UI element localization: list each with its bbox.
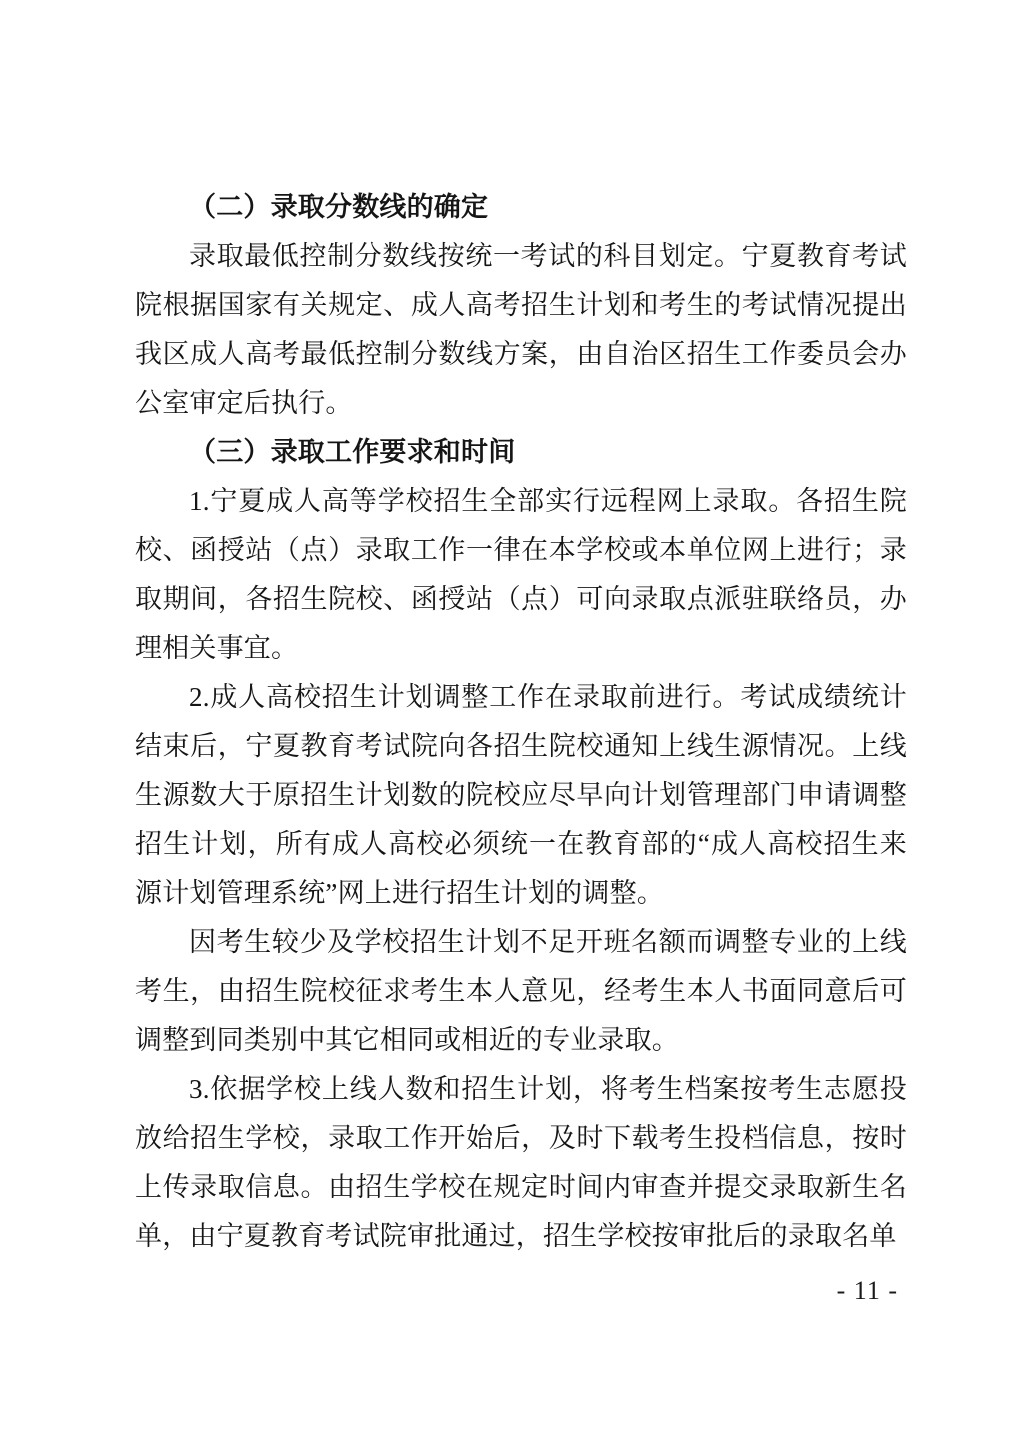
body-paragraph: 录取最低控制分数线按统一考试的科目划定。宁夏教育考试院根据国家有关规定、成人高考招生计划和考生的考试情况提出我区成人高考最低控制分数线方案，由自治区招生工作委员会办公室审定后执行。 [135,241,907,418]
document-body [135,183,907,1261]
page-number: - 11 - [836,1276,898,1305]
section-heading-admission-score-line: （二）录取分数线的确定 [189,192,489,222]
body-paragraph: 2.成人高校招生计划调整工作在录取前进行。考试成绩统计结束后，宁夏教育考试院向各招生院校通知上线生源情况。上线生源数大于原招生计划数的院校应尽早向计划管理部门申请调整招生计划，所有成人高校必须统一在教育部的“成人高校招生来源计划管理系统”网上进行招生计划的调整。 [135,682,907,908]
body-paragraph: 1.宁夏成人高等学校招生全部实行远程网上录取。各招生院校、函授站（点）录取工作一律在本学校或本单位网上进行；录取期间，各招生院校、函授站（点）可向录取点派驻联络员，办理相关事宜。 [135,486,907,663]
section-heading-admission-work-requirements: （三）录取工作要求和时间 [189,437,516,467]
body-paragraph: 3.依据学校上线人数和招生计划，将考生档案按考生志愿投放给招生学校，录取工作开始后，及时下载考生投档信息，按时上传录取信息。由招生学校在规定时间内审查并提交录取新生名单，由宁夏教育考试院审批通过，招生学校按审批后的录取名单 [135,1074,907,1251]
body-paragraph: 因考生较少及学校招生计划不足开班名额而调整专业的上线考生，由招生院校征求考生本人意见，经考生本人书面同意后可调整到同类别中其它相同或相近的专业录取。 [135,927,907,1055]
